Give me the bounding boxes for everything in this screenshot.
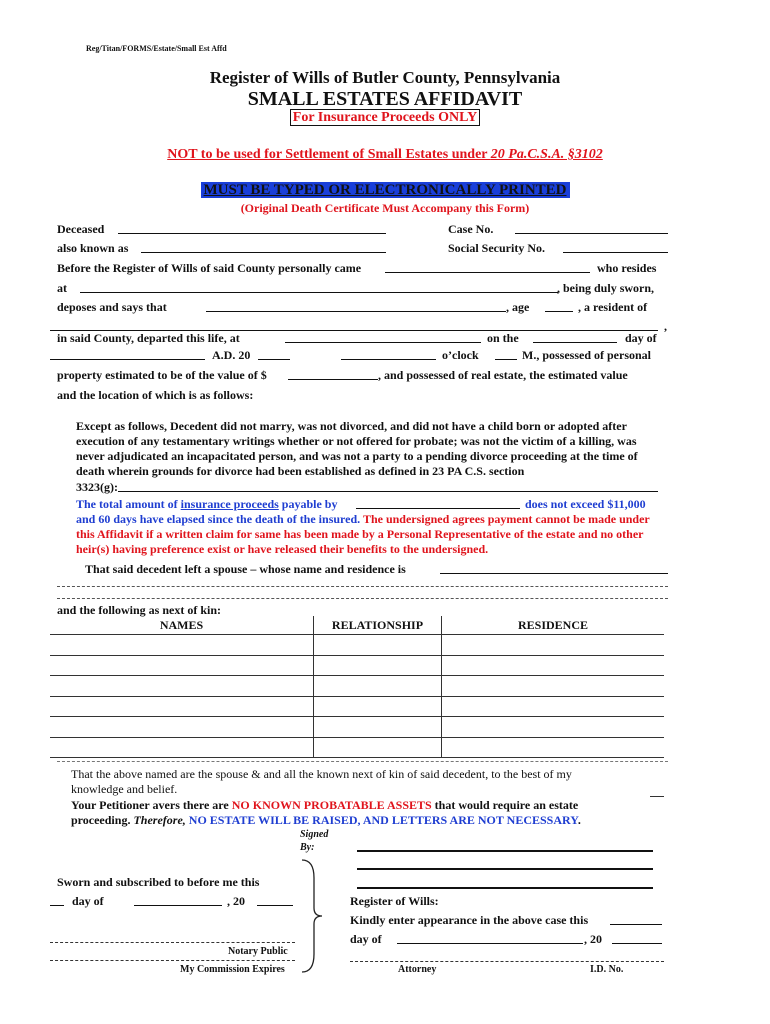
place-of-death-field[interactable] bbox=[285, 331, 481, 347]
commission-line[interactable] bbox=[50, 960, 295, 961]
table-row[interactable] bbox=[50, 717, 664, 738]
kin-residence-cell[interactable] bbox=[442, 717, 665, 738]
bracket-graphic bbox=[300, 858, 324, 974]
kin-residence-cell[interactable] bbox=[442, 635, 665, 656]
commission-label: My Commission Expires bbox=[180, 964, 285, 975]
real-estate-label: , and possessed of real estate, the estimated value bbox=[378, 368, 628, 382]
subtitle bbox=[0, 110, 770, 126]
relationship-header: RELATIONSHIP bbox=[314, 616, 442, 635]
notary-year-field[interactable] bbox=[257, 894, 293, 910]
notary-year-label: , 20 bbox=[227, 894, 245, 908]
residence-header: RESIDENCE bbox=[442, 616, 665, 635]
kin-relationship-cell[interactable] bbox=[314, 696, 442, 717]
ssn-label: Social Security No. bbox=[448, 241, 545, 255]
deceased-field[interactable] bbox=[118, 222, 386, 238]
day-of-label: day of bbox=[625, 331, 657, 345]
am-pm-field[interactable] bbox=[495, 348, 517, 364]
decedent-name-field[interactable] bbox=[206, 300, 506, 316]
sworn-subscribed-label: Sworn and subscribed to before me this bbox=[57, 875, 260, 889]
kin-relationship-cell[interactable] bbox=[314, 676, 442, 697]
signature-line-3[interactable] bbox=[357, 887, 653, 889]
appearance-year-label: , 20 bbox=[584, 932, 602, 946]
appearance-month-field[interactable] bbox=[397, 932, 583, 948]
age-label: , age bbox=[506, 300, 530, 314]
ssn-field[interactable] bbox=[563, 241, 668, 257]
death-month-field[interactable] bbox=[50, 348, 205, 364]
avers-line: Your Petitioner avers there are NO KNOWN PROBATABLE ASSETS that would require an estate bbox=[71, 798, 579, 812]
id-no-label: I.D. No. bbox=[590, 964, 624, 975]
before-register-label: Before the Register of Wills of said County personally came bbox=[57, 261, 362, 275]
kin-relationship-cell[interactable] bbox=[314, 717, 442, 738]
kin-name-cell[interactable] bbox=[50, 635, 314, 656]
attorney-label: Attorney bbox=[398, 964, 437, 975]
appearance-day-field[interactable] bbox=[610, 913, 662, 929]
appearance-year-field[interactable] bbox=[612, 932, 662, 948]
affiant-name-field[interactable] bbox=[385, 261, 590, 277]
oclock-label: o’clock bbox=[442, 348, 479, 362]
register-of-wills-label: Register of Wills: bbox=[350, 894, 439, 908]
next-of-kin-label: and the following as next of kin: bbox=[57, 603, 222, 617]
page-title: SMALL ESTATES AFFIDAVIT bbox=[247, 88, 523, 110]
notary-day-field[interactable] bbox=[50, 894, 64, 910]
kindly-enter-label: Kindly enter appearance in the above case this bbox=[350, 913, 589, 927]
kin-residence-cell[interactable] bbox=[442, 655, 665, 676]
insurance-only-label: For Insurance Proceeds ONLY bbox=[290, 109, 480, 126]
typed-notice: MUST BE TYPED OR ELECTRONICALLY PRINTED bbox=[0, 182, 770, 199]
table-row[interactable] bbox=[50, 737, 664, 758]
kin-name-cell[interactable] bbox=[50, 737, 314, 758]
not-for-settlement-notice: NOT to be used for Settlement of Small Estates under 20 Pa.C.S.A. §3102 bbox=[167, 147, 603, 162]
aka-field[interactable] bbox=[141, 241, 386, 257]
appearance-day-of-label: day of bbox=[350, 932, 382, 946]
resident-label: , a resident of bbox=[578, 300, 648, 314]
signature-line-1[interactable] bbox=[357, 850, 653, 852]
attorney-signature-line[interactable] bbox=[350, 961, 664, 962]
resides-label: who resides bbox=[597, 261, 657, 275]
table-header-row bbox=[50, 616, 664, 635]
affiant-address-field[interactable] bbox=[80, 281, 558, 297]
kin-name-cell[interactable] bbox=[50, 717, 314, 738]
notary-day-of-label: day of bbox=[72, 894, 104, 908]
case-no-label: Case No. bbox=[448, 222, 494, 236]
property-label: property estimated to be of the value of $ bbox=[57, 368, 267, 382]
comma-label: , bbox=[664, 319, 667, 333]
table-row[interactable] bbox=[50, 696, 664, 717]
kin-name-cell[interactable] bbox=[50, 696, 314, 717]
kin-relationship-cell[interactable] bbox=[314, 737, 442, 758]
notary-month-field[interactable] bbox=[134, 894, 222, 910]
form-reference: Reg/Titan/FORMS/Estate/Small Est Affd bbox=[86, 44, 227, 53]
death-certificate-notice: (Original Death Certificate Must Accompany this Form) bbox=[240, 201, 530, 215]
notary-signature-line[interactable] bbox=[50, 942, 295, 943]
spouse-label: That said decedent left a spouse – whose name and residence is bbox=[85, 562, 406, 576]
kin-residence-cell[interactable] bbox=[442, 737, 665, 758]
spouse-residence-line-2[interactable] bbox=[57, 598, 668, 599]
spouse-residence-line[interactable] bbox=[57, 586, 668, 587]
kin-relationship-cell[interactable] bbox=[314, 655, 442, 676]
table-row[interactable] bbox=[50, 655, 664, 676]
insurance-conditions: and 60 days have elapsed since the death of the insured. The undersigned agrees payment cannot be made under this Affidavit if a written claim for same has been made by a Personal Representative of the estate and no other heir(s) having preference exist or have released their benefits to the undersigned. bbox=[76, 512, 650, 556]
table-row[interactable] bbox=[50, 635, 664, 656]
office-title: Register of Wills of Butler County, Pennsylvania bbox=[209, 68, 561, 87]
possessed-label: M., possessed of personal bbox=[522, 348, 652, 362]
age-field[interactable] bbox=[545, 300, 573, 316]
case-no-field[interactable] bbox=[515, 222, 668, 238]
except-paragraph: Except as follows, Decedent did not marry, was not divorced, and did not have a child born or adopted after execution of any testamentary writings whether or not offered for probate; was not the victim of a killing, was never adjudicated an incapacitated person, and was not a party to a pending divorce proceeding at the time of death wherein grounds for divorce had been established as defined in 23 PA C.S. section bbox=[76, 419, 638, 478]
next-of-kin-table bbox=[50, 616, 664, 758]
aka-label: also known as bbox=[57, 241, 129, 255]
death-hour-field[interactable] bbox=[341, 348, 436, 364]
ad-label: A.D. 20 bbox=[212, 348, 251, 362]
at-label: at bbox=[57, 281, 67, 295]
section-ref: 3323(g): bbox=[76, 480, 118, 494]
by-label: By: bbox=[300, 842, 315, 853]
kin-relationship-cell[interactable] bbox=[314, 635, 442, 656]
table-row[interactable] bbox=[50, 676, 664, 697]
not-exceed-label: does not exceed $11,000 bbox=[525, 497, 646, 511]
notary-public-label: Notary Public bbox=[228, 946, 288, 957]
location-label: and the location of which is as follows: bbox=[57, 388, 254, 402]
names-header: NAMES bbox=[50, 616, 314, 635]
deposes-label: deposes and says that bbox=[57, 300, 167, 314]
above-named-statement: That the above named are the spouse & and all the known next of kin of said decedent, to the best of my knowledge and belief. bbox=[71, 767, 572, 796]
spouse-name-field[interactable] bbox=[440, 562, 668, 578]
signature-line-2[interactable] bbox=[357, 868, 653, 870]
departed-label: in said County, departed this life, at bbox=[57, 331, 240, 345]
death-day-field[interactable] bbox=[533, 331, 617, 347]
proceeding-line: proceeding. Therefore, NO ESTATE WILL BE RAISED, AND LETTERS ARE NOT NECESSARY. bbox=[71, 813, 581, 827]
property-value-field[interactable] bbox=[288, 368, 378, 384]
kin-name-cell[interactable] bbox=[50, 655, 314, 676]
signed-label: Signed bbox=[300, 829, 329, 840]
kin-residence-cell[interactable] bbox=[442, 676, 665, 697]
sworn-label: , being duly sworn, bbox=[557, 281, 655, 295]
payable-by-field[interactable] bbox=[356, 497, 520, 513]
deceased-label: Deceased bbox=[57, 222, 105, 236]
kin-residence-cell[interactable] bbox=[442, 696, 665, 717]
death-year-field[interactable] bbox=[258, 348, 290, 364]
kin-name-cell[interactable] bbox=[50, 676, 314, 697]
total-amount-line: The total amount of insurance proceeds payable by bbox=[76, 497, 338, 511]
on-the-label: on the bbox=[487, 331, 519, 345]
